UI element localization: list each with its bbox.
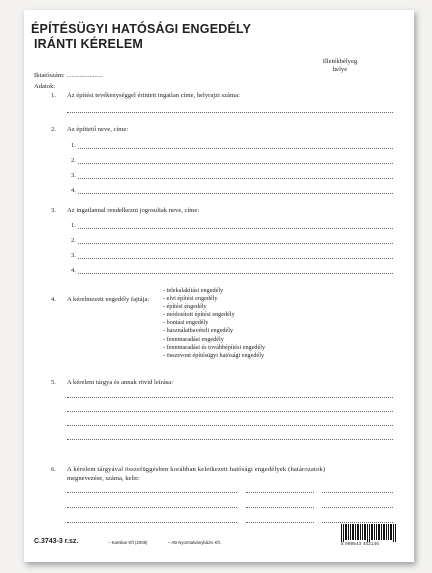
section-2-line-2[interactable] — [78, 163, 393, 164]
permit-type-item[interactable]: - fennmaradási engedély — [163, 335, 224, 343]
publisher-2: – AB Nyomtatványbázis Kft. — [168, 540, 222, 545]
section-2-line-3[interactable] — [78, 178, 393, 179]
section-3-sub-2: 2. — [71, 237, 76, 244]
section-3-sub-3: 3. — [71, 252, 76, 259]
stamp-place — [310, 58, 370, 74]
section-5-line-2[interactable] — [67, 411, 393, 412]
section-3-sub-4: 4. — [71, 267, 76, 274]
permit-type-item[interactable]: - elvi építési engedély — [163, 295, 218, 303]
section-4-number: 4. — [51, 296, 56, 303]
permit-type-item[interactable]: - használatbavételi engedély — [163, 327, 234, 335]
section-2-line-4[interactable] — [78, 193, 393, 194]
section-5-line-3[interactable] — [67, 425, 393, 426]
permit-type-item[interactable]: - módosított építési engedély — [163, 311, 235, 319]
stamp-line2: helye — [332, 66, 348, 73]
section-6-name-line-3[interactable] — [67, 522, 237, 523]
section-6-number-line-2[interactable] — [246, 507, 314, 508]
section-3-line-4[interactable] — [78, 273, 393, 274]
data-label: Adatok: — [34, 83, 56, 90]
section-3-line-2[interactable] — [78, 243, 393, 244]
permit-type-item[interactable]: - telekalakítási engedély — [163, 287, 224, 294]
section-6-label: A kérelem tárgyával összefüggésben korábban keletkezett hatósági engedélyek (határozatok) — [67, 466, 326, 473]
section-6-number: 6. — [51, 466, 56, 473]
section-2-number: 2. — [51, 126, 56, 133]
section-6-date-line-3[interactable] — [322, 522, 393, 523]
publisher-1: – Kamikar Kft (2008) — [108, 540, 148, 545]
section-5-line-1[interactable] — [67, 397, 393, 398]
section-1-line[interactable] — [67, 112, 393, 113]
section-5-line-4[interactable] — [67, 439, 393, 440]
section-1-label: Az építési tevékenységgel érintett ingatlan címe, helyrajzi száma: — [67, 92, 240, 99]
permit-type-item[interactable]: - bontási engedély — [163, 319, 209, 327]
form-code: C.3743-3 r.sz. — [34, 538, 79, 545]
section-6-name-line-2[interactable] — [67, 507, 237, 508]
section-3-sub-1: 1. — [71, 222, 76, 229]
section-2-label: Az építtető neve, címe: — [67, 126, 129, 133]
form-title-line2: IRÁNTI KÉRELEM — [34, 37, 144, 51]
section-2-sub-3: 3. — [71, 172, 76, 179]
section-2-sub-1: 1. — [71, 142, 76, 149]
permit-type-item[interactable]: - építési engedély — [163, 303, 207, 311]
section-6-number-line-3[interactable] — [246, 522, 314, 523]
section-6-label-cont: megnevezése, száma, kelte: — [67, 475, 140, 482]
section-6-date-line-2[interactable] — [322, 507, 393, 508]
section-2-sub-2: 2. — [71, 157, 76, 164]
section-5-label: A kérelem tárgya és annak rövid leírása: — [67, 379, 174, 386]
section-3-label: Az ingatlannal rendelkezni jogosultak neve, címe: — [67, 207, 200, 214]
permit-type-item[interactable]: - fennmaradási és továbbépítési engedély — [163, 343, 266, 351]
section-3-line-1[interactable] — [78, 228, 393, 229]
section-6-name-line-1[interactable] — [67, 492, 237, 493]
permit-type-list — [163, 287, 265, 360]
barcode-number: 5 999543 452146 — [341, 541, 380, 546]
form-title-line1: ÉPÍTÉSÜGYI HATÓSÁGI ENGEDÉLY — [31, 22, 252, 36]
section-4-label: A kérelmezett engedély fajtája: — [67, 296, 150, 303]
section-1-number: 1. — [51, 92, 56, 99]
section-2-line-1[interactable] — [78, 148, 393, 149]
stamp-line1: Illetékbélyeg — [322, 58, 358, 65]
barcode-icon — [341, 524, 397, 542]
section-6-date-line-1[interactable] — [322, 492, 393, 493]
registry-number-label: Iktatószám: ...................... — [34, 72, 103, 79]
section-3-line-3[interactable] — [78, 258, 393, 259]
section-5-number: 5. — [51, 379, 56, 386]
section-2-sub-4: 4. — [71, 187, 76, 194]
permit-type-item[interactable]: - összevont építésügyi hatósági engedély — [163, 351, 265, 359]
section-6-number-line-1[interactable] — [246, 492, 314, 493]
section-3-number: 3. — [51, 207, 56, 214]
